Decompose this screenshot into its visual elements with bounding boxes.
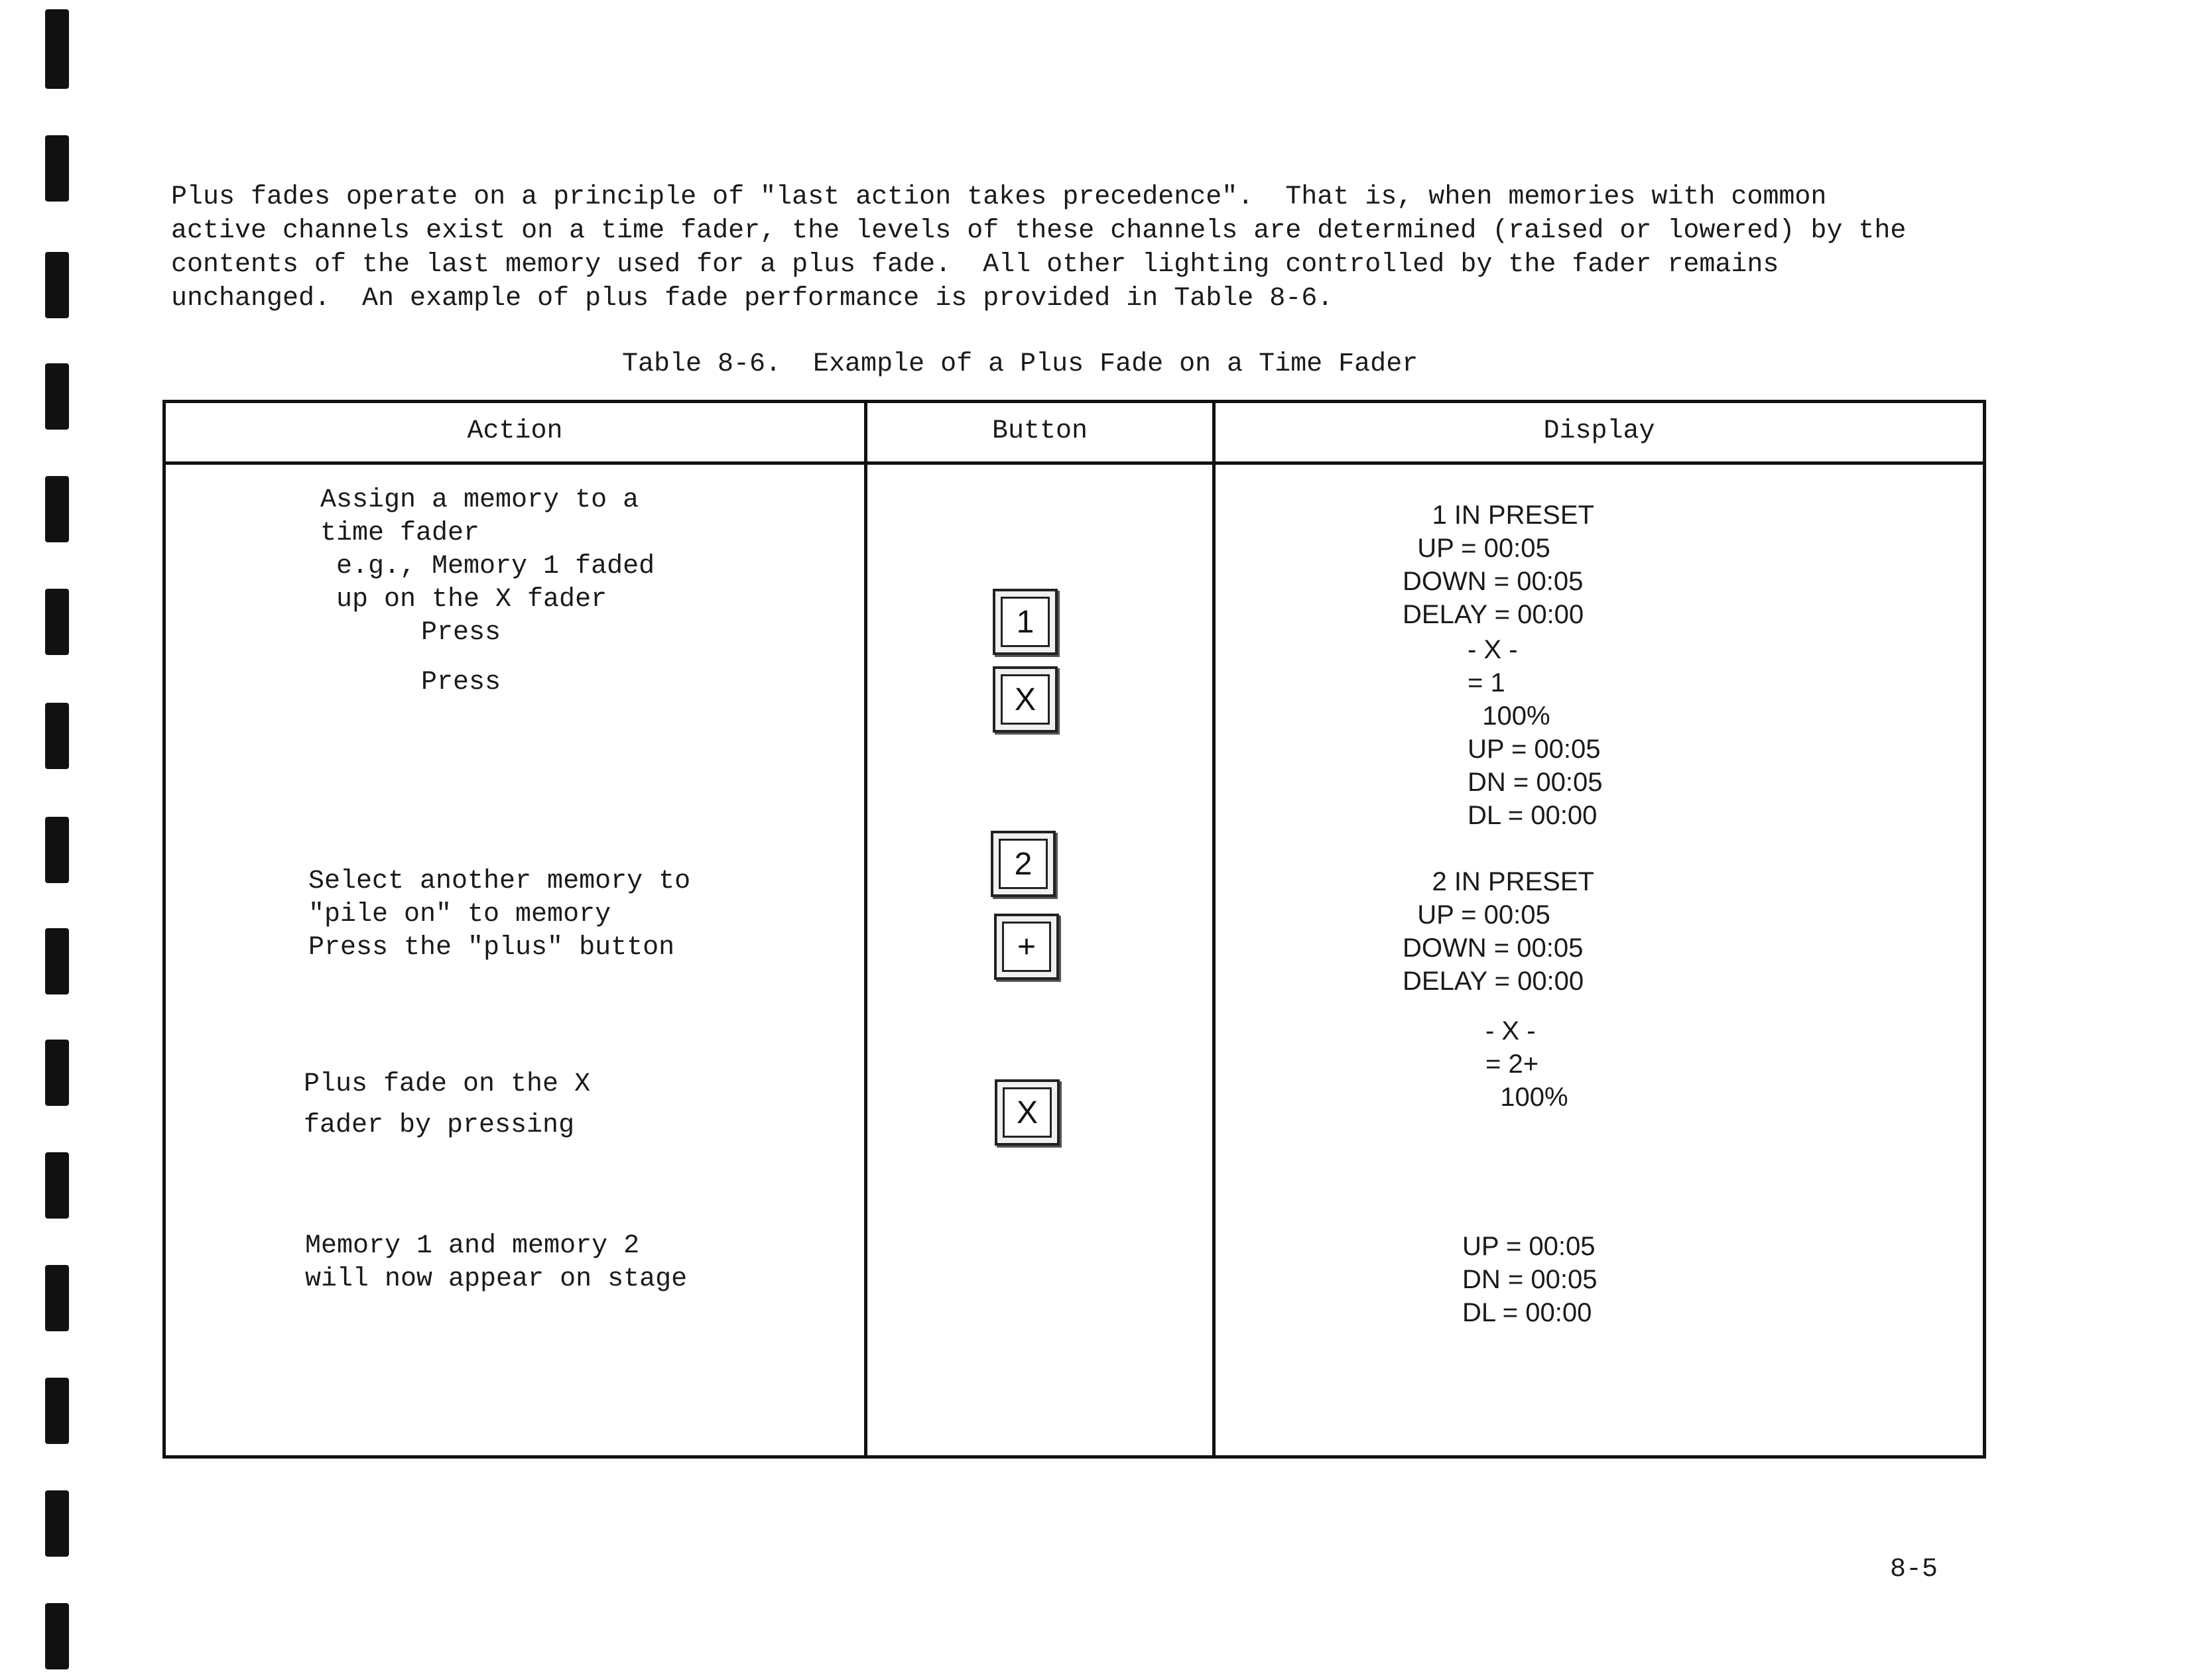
header-button: Button: [991, 416, 1088, 446]
table-caption: Table 8-6. Example of a Plus Fade on a Time Fader: [622, 349, 1418, 379]
action-press-2: Press: [421, 668, 501, 697]
display-block-4: - X - = 2+ 100%: [1485, 1016, 1568, 1112]
binding-mark: [45, 589, 69, 655]
binding-mark: [45, 817, 69, 883]
key-plus-button[interactable]: [994, 914, 1059, 980]
column-divider: [1212, 400, 1216, 1459]
header-display: Display: [1543, 416, 1655, 446]
action-select-memory: Select another memory to "pile on" to memory Press the "plus" button: [308, 867, 691, 963]
key-x-button[interactable]: [993, 666, 1058, 733]
header-action: Action: [467, 416, 563, 446]
key-label: X: [1003, 1087, 1052, 1138]
key-1-button[interactable]: [993, 589, 1058, 655]
binding-mark: [45, 1378, 69, 1444]
display-block-2: - X - = 1 100% UP = 00:05 DN = 00:05 DL = 00:00: [1468, 635, 1603, 830]
display-block-3: 2 IN PRESET UP = 00:05 DOWN = 00:05 DELAY = 00:00: [1403, 867, 1594, 996]
key-x-button[interactable]: [995, 1079, 1060, 1146]
binding-mark: [45, 363, 69, 430]
intro-paragraph: Plus fades operate on a principle of "last action takes precedence". That is, when memories with common active channels exist on a time fader, the levels of these channels are determined (raised or lowered) by the contents of the last memory used for a plus fade. All other lighting controlled by the fader remains unchanged. An example of plus fade performance is provided in Table 8-6.: [171, 182, 1907, 314]
column-divider: [864, 400, 867, 1459]
key-label: 2: [999, 839, 1048, 889]
binding-mark: [45, 928, 69, 994]
action-press-1: Press: [421, 618, 501, 648]
key-label: +: [1002, 922, 1051, 972]
key-label: X: [1001, 674, 1050, 725]
binding-mark: [45, 476, 69, 542]
display-block-1: 1 IN PRESET UP = 00:05 DOWN = 00:05 DELAY = 00:00: [1403, 501, 1594, 629]
action-plus-fade: Plus fade on the X fader by pressing: [304, 1069, 591, 1140]
binding-mark: [45, 1040, 69, 1106]
key-label: 1: [1001, 597, 1050, 647]
action-assign: Assign a memory to a time fader e.g., Memory 1 faded up on the X fader: [320, 485, 655, 615]
binding-mark: [45, 135, 69, 202]
page-number: 8-5: [1890, 1555, 1938, 1585]
binding-mark: [45, 1152, 69, 1219]
binding-mark: [45, 252, 69, 318]
header-divider: [162, 461, 1986, 465]
binding-mark: [45, 1490, 69, 1557]
binding-mark: [45, 1265, 69, 1331]
display-block-5: UP = 00:05 DN = 00:05 DL = 00:00: [1462, 1232, 1598, 1327]
binding-mark: [45, 703, 69, 769]
binding-mark: [45, 1603, 69, 1669]
action-result: Memory 1 and memory 2 will now appear on stage: [305, 1231, 688, 1294]
binding-mark: [45, 9, 69, 89]
key-2-button[interactable]: [991, 831, 1056, 897]
